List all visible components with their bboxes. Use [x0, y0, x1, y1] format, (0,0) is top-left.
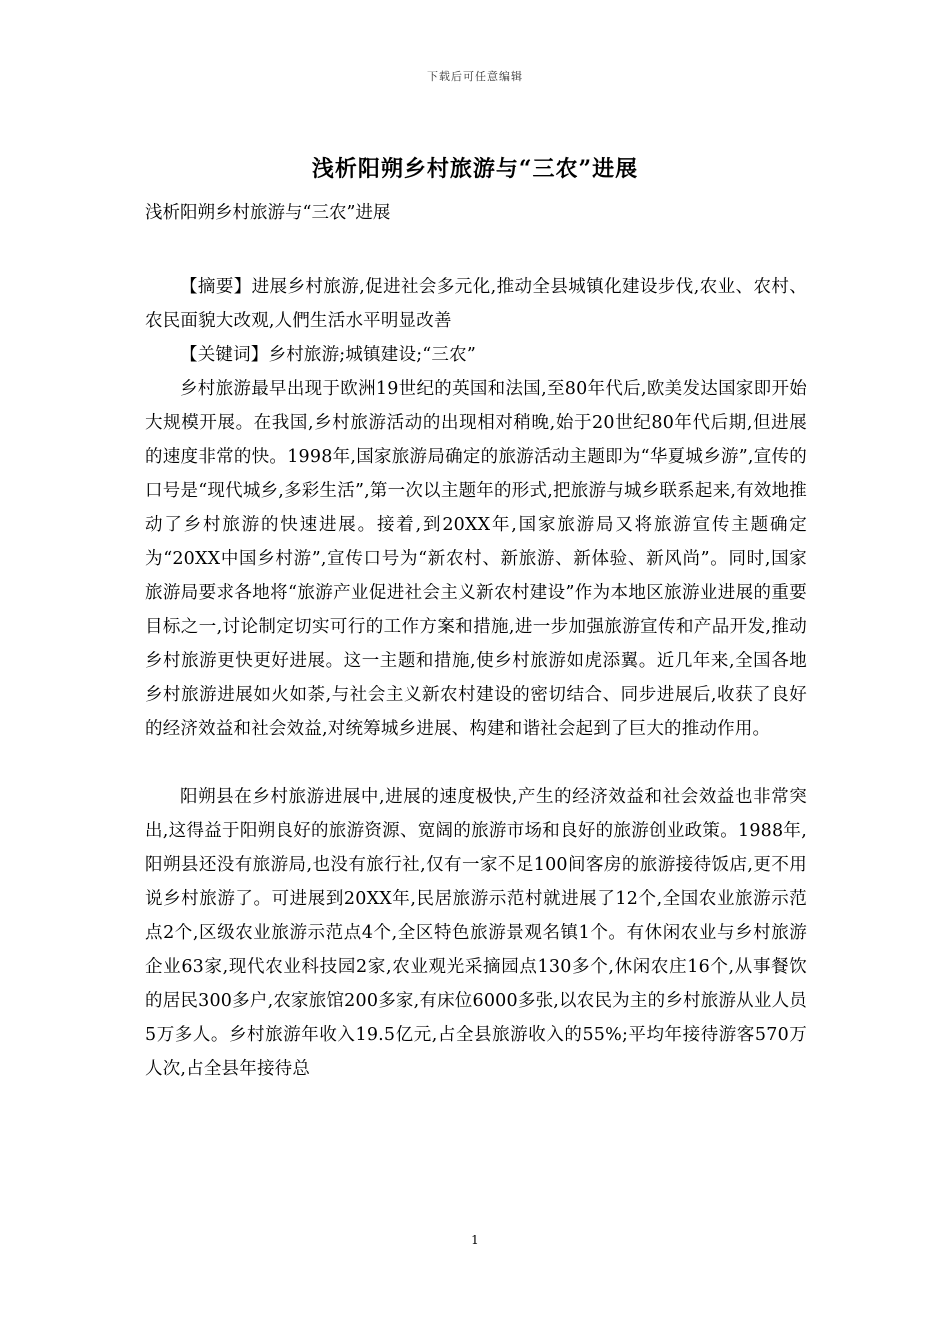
body-paragraph-1: 乡村旅游最早出现于欧洲19世纪的英国和法国,至80年代后,欧美发达国家即开始大规模开展。在我国,乡村旅游活动的出现相对稍晚,始于20世纪80年代后期,但进展的速度非常的快。1998年,国家旅游局确定的旅游活动主题即为“华夏城乡游”,宣传的口号是“现代城乡,多彩生活”,第一次以主题年的形式,把旅游与城乡联系起来,有效地推动了乡村旅游的快速进展。接着,到20XX年,国家旅游局又将旅游宣传主题确定为“20XX中国乡村游”,宣传口号为“新农村、新旅游、新体验、新风尚”。同时,国家旅游局要求各地将“旅游产业促进社会主义新农村建设”作为本地区旅游业进展的重要目标之一,讨论制定切实可行的工作方案和措施,进一步加强旅游宣传和产品开发,推动乡村旅游更快更好进展。这一主题和措施,使乡村旅游如虎添翼。近几年来,全国各地乡村旅游进展如火如荼,与社会主义新农村建设的密切结合、同步进展后,收获了良好的经济效益和社会效益,对统筹城乡进展、构建和谐社会起到了巨大的推动作用。 — [145, 379, 807, 739]
abstract-paragraph: 【摘要】进展乡村旅游,促进社会多元化,推动全县城镇化建设步伐,农业、农村、农民面貌大改观,人們生活水平明显改善 — [145, 277, 807, 331]
keywords-paragraph: 【关键词】乡村旅游;城镇建设;“三农” — [180, 345, 476, 365]
header-note: 下载后可任意编辑 — [427, 70, 523, 83]
page-number: 1 — [471, 1233, 479, 1247]
document-title: 浅析阳朔乡村旅游与“三农”进展 — [311, 156, 639, 182]
body-paragraph-2: 阳朔县在乡村旅游进展中,进展的速度极快,产生的经济效益和社会效益也非常突出,这得益于阳朔良好的旅游资源、宽阔的旅游市场和良好的旅游创业政策。1988年,阳朔县还没有旅游局,也没有旅行社,仅有一家不足100间客房的旅游接待饭店,更不用说乡村旅游了。可进展到20XX年,民居旅游示范村就进展了12个,全国农业旅游示范点2个,区级农业旅游示范点4个,全区特色旅游景观名镇1个。有休闲农业与乡村旅游企业63家,现代农业科技园2家,农业观光采摘园点130多个,休闲农庄16个,从事餐饮的居民300多户,农家旅馆200多家,有床位6000多张,以农民为主的乡村旅游从业人员5万多人。乡村旅游年收入19.5亿元,占全县旅游收入的55%;平均年接待游客570万人次,占全县年接待总 — [145, 787, 807, 1079]
document-subtitle: 浅析阳朔乡村旅游与“三农”进展 — [145, 203, 391, 223]
paragraph-spacer — [145, 746, 807, 780]
document-body — [145, 196, 807, 1086]
